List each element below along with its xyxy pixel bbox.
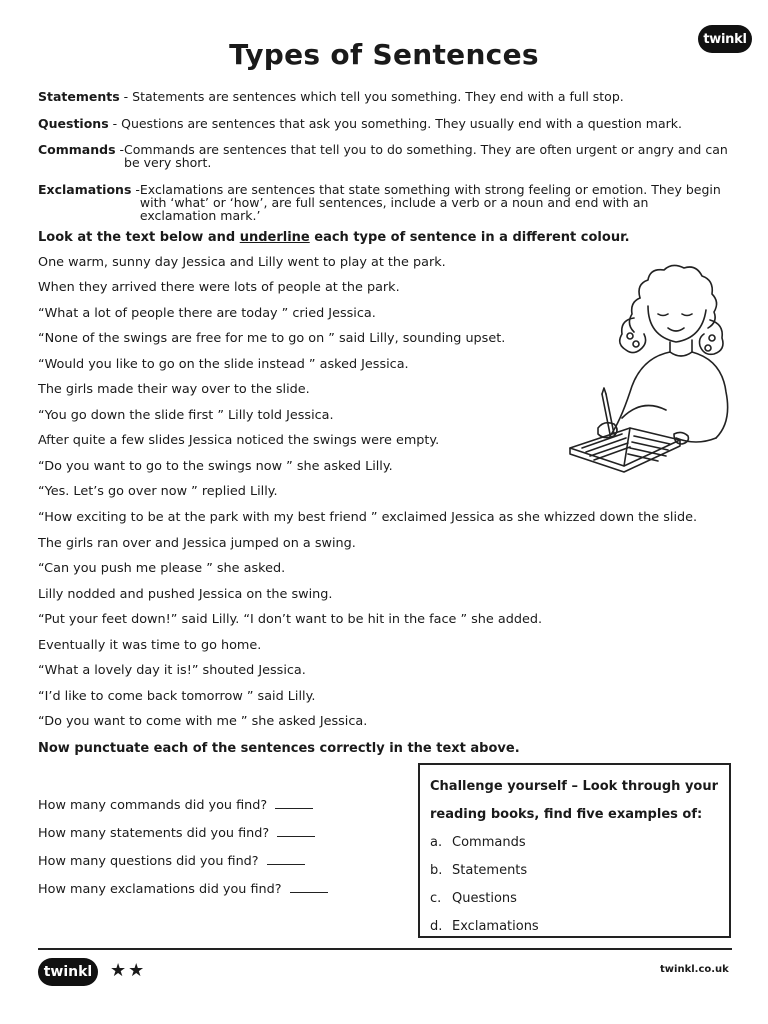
story-line: “I’d like to come back tomorrow ” said Lilly.: [38, 689, 316, 704]
footer-divider: [38, 948, 732, 950]
definition-questions: Questions - Questions are sentences that ask you something. They usually end with a question mark.: [38, 116, 682, 131]
instruction-punctuate: Now punctuate each of the sentences correctly in the text above.: [38, 741, 520, 756]
challenge-item: d. Exclamations: [430, 919, 539, 934]
definition-text: Commands are sentences that tell you to do something. They are often urgent or angry and can be very short.: [124, 142, 728, 170]
website-link[interactable]: twinkl.co.uk: [660, 964, 729, 975]
term-label: Commands: [38, 142, 116, 157]
challenge-heading: reading books, find five examples of:: [430, 807, 703, 822]
story-line: When they arrived there were lots of people at the park.: [38, 280, 400, 295]
challenge-item: b. Statements: [430, 863, 528, 878]
question-questions: How many questions did you find?: [38, 854, 305, 869]
page-title: Types of Sentences: [229, 38, 539, 71]
story-line: “Put your feet down!” said Lilly. “I don’t want to be hit in the face ” she added.: [38, 612, 543, 627]
story-line: “None of the swings are free for me to go on ” said Lilly, sounding upset.: [38, 331, 506, 346]
definition-text: Questions are sentences that ask you something. They usually end with a question mark.: [121, 116, 682, 131]
story-line: “Can you push me please ” she asked.: [38, 561, 286, 576]
twinkl-logo: twinkl: [698, 25, 752, 53]
answer-blank[interactable]: [275, 799, 313, 809]
question-statements: How many statements did you find?: [38, 826, 315, 841]
question-commands: How many commands did you find?: [38, 798, 313, 813]
story-line: “Would you like to go on the slide instead ” asked Jessica.: [38, 357, 409, 372]
instruction-underline: Look at the text below and underline each type of sentence in a different colour.: [38, 230, 630, 245]
question-exclamations: How many exclamations did you find?: [38, 882, 328, 897]
challenge-item: a. Commands: [430, 835, 526, 850]
answer-blank[interactable]: [290, 883, 328, 893]
challenge-box: [418, 763, 731, 938]
story-line: “What a lovely day it is!” shouted Jessica.: [38, 663, 306, 678]
story-line: “Do you want to go to the swings now ” she asked Lilly.: [38, 459, 393, 474]
story-line: “What a lot of people there are today ” cried Jessica.: [38, 306, 376, 321]
story-line: After quite a few slides Jessica noticed the swings were empty.: [38, 433, 440, 448]
story-line: “Do you want to come with me ” she asked Jessica.: [38, 714, 368, 729]
star-rating-icon: ★★: [110, 960, 147, 981]
answer-blank[interactable]: [267, 855, 305, 865]
story-line: The girls made their way over to the slide.: [38, 382, 310, 397]
term-label: Exclamations: [38, 182, 132, 197]
twinkl-logo-footer: twinkl: [38, 958, 98, 986]
story-line: “Yes. Let’s go over now ” replied Lilly.: [38, 484, 278, 499]
definition-text: Exclamations are sentences that state something with strong feeling or emotion. They begin with ‘what’ or ‘how’, are full sentences, include a verb or a noun and end with an exclamation mark.’: [139, 182, 721, 223]
challenge-item: c. Questions: [430, 891, 517, 906]
definition-statements: Statements - Statements are sentences which tell you something. They end with a full stop.: [38, 89, 624, 104]
story-line: Lilly nodded and pushed Jessica on the swing.: [38, 587, 333, 602]
story-line: Eventually it was time to go home.: [38, 638, 262, 653]
term-label: Statements: [38, 89, 120, 104]
story-line: One warm, sunny day Jessica and Lilly went to play at the park.: [38, 255, 446, 270]
girl-writing-illustration: [562, 258, 738, 488]
challenge-heading: Challenge yourself – Look through your: [430, 779, 719, 794]
story-line: The girls ran over and Jessica jumped on a swing.: [38, 536, 356, 551]
story-line: “How exciting to be at the park with my best friend ” exclaimed Jessica as she whizzed down the slide.: [38, 510, 698, 525]
term-label: Questions: [38, 116, 109, 131]
definition-text: Statements are sentences which tell you something. They end with a full stop.: [132, 89, 624, 104]
story-line: “You go down the slide first ” Lilly told Jessica.: [38, 408, 334, 423]
definition-exclamations: Exclamations - Exclamations are sentences that state something with strong feeling or emotion. They begin with ‘what’ or ‘how’, are full sentences, include a verb or a noun and end with an exclamation mark.’: [38, 183, 728, 222]
answer-blank[interactable]: [277, 827, 315, 837]
definition-commands: Commands - Commands are sentences that tell you to do something. They are often urgent or angry and can be very short.: [38, 142, 728, 170]
